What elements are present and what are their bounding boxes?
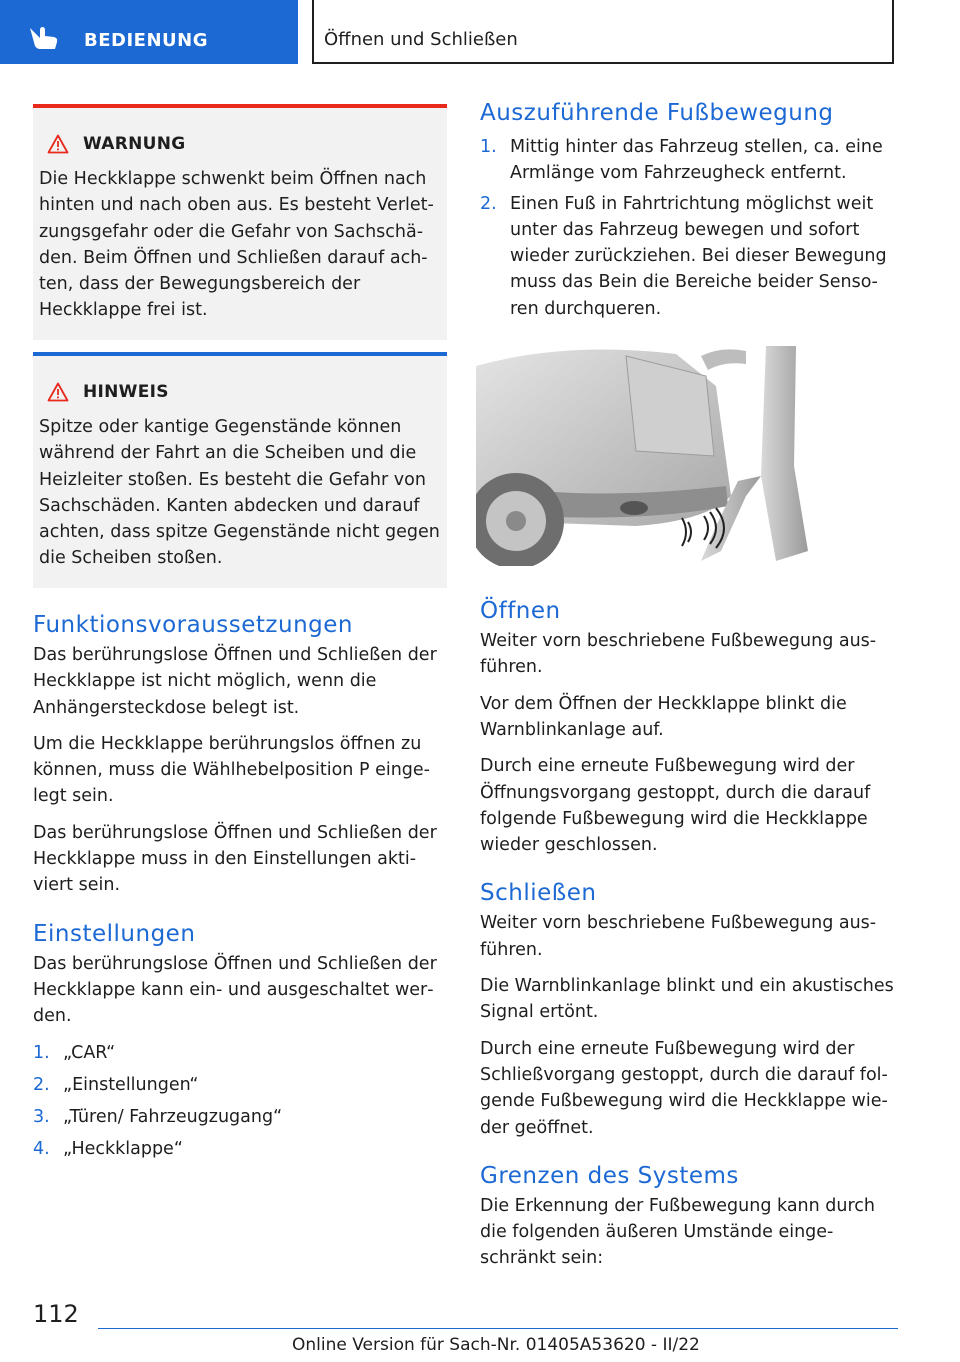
foot-steps <box>480 134 900 322</box>
right-column <box>480 100 900 1272</box>
paragraph: Durch eine erneute Fußbewegung wird der Öffnungsvorgang gestoppt, durch die darauf folgende Fußbewegung wird die Heckklappe wieder geschlossen. <box>480 756 871 856</box>
heading-oeffnen: Öffnen <box>480 598 561 625</box>
warning-box <box>33 104 447 340</box>
hand-pointer-icon <box>26 24 62 52</box>
page-number: 112 <box>33 1300 79 1328</box>
list-item: 1. Mittig hinter das Fahrzeug stellen, ca. eine Armlänge vom Fahrzeugheck entfernt. <box>480 137 883 184</box>
illustration-foot-gesture <box>476 346 810 566</box>
list-item: 2. Einen Fuß in Fahrtrichtung möglichst weit unter das Fahrzeug bewegen und sofort wieder zurückziehen. Bei dieser Bewegung muss das Bein die Bereiche beider Sensoren durchqueren. <box>480 193 887 319</box>
warning-text: Die Heckklappe schwenkt beim Öffnen nach hinten und nach oben aus. Es besteht Verletzungsgefahr oder die Gefahr von Sachschäden. Beim Öffnen und Schließen darauf achten, dass der Bewegungsbereich der Heckklappe frei ist. <box>39 169 434 321</box>
heading-einstellungen: Einstellungen <box>33 920 196 947</box>
hint-box <box>33 352 447 588</box>
list-item: 1. „CAR“ <box>33 1042 116 1063</box>
heading-grenzen: Grenzen des Systems <box>480 1162 739 1189</box>
paragraph: Weiter vorn beschriebene Fußbewegung ausführen. <box>480 631 877 678</box>
paragraph: Weiter vorn beschriebene Fußbewegung ausführen. <box>480 913 877 960</box>
hint-text: Spitze oder kantige Gegenstände können während der Fahrt an die Scheiben und die Heizleiter stoßen. Es besteht die Gefahr von Sachschäden. Kanten abdecken und darauf achten, dass spitze Gegenstände nicht gegen die Scheiben stoßen. <box>39 417 440 569</box>
list-item: 3. „Türen/ Fahrzeugzugang“ <box>33 1107 283 1128</box>
heading-schliessen: Schließen <box>480 880 597 907</box>
list-item: 4. „Heckklappe“ <box>33 1139 183 1160</box>
warning-label: WARNUNG <box>83 134 186 154</box>
section-label: BEDIENUNG <box>84 30 208 51</box>
hint-label: HINWEIS <box>83 382 169 402</box>
heading-funktionsvoraussetzungen: Funktionsvoraussetzungen <box>33 612 353 638</box>
paragraph: Die Erkennung der Fußbewegung kann durch die folgenden äußeren Umstände eingeschränkt sein: <box>480 1195 876 1269</box>
left-column <box>33 104 447 1169</box>
hint-triangle-icon <box>47 382 69 402</box>
paragraph: Die Warnblinkanlage blinkt und ein akustisches Signal ertönt. <box>480 976 894 1023</box>
warning-triangle-icon <box>47 134 69 154</box>
chapter-title-box <box>312 0 894 64</box>
heading-fussbewegung: Auszuführende Fußbewegung <box>480 100 834 126</box>
paragraph: Das berührungslose Öffnen und Schließen der Heckklappe ist nicht möglich, wenn die Anhängersteckdose belegt ist. <box>33 645 437 718</box>
paragraph: Das berührungslose Öffnen und Schließen der Heckklappe kann ein- und ausgeschaltet werden. <box>33 953 437 1027</box>
chapter-title: Öffnen und Schließen <box>324 29 518 50</box>
paragraph: Durch eine erneute Fußbewegung wird der Schließvorgang gestoppt, durch die darauf folgende Fußbewegung wird die Heckklappe wieder geöffnet. <box>480 1038 888 1138</box>
footer-text: Online Version für Sach-Nr. 01405A53620 - II/22 <box>292 1335 700 1355</box>
settings-steps <box>33 1040 447 1163</box>
section-tab <box>0 0 298 64</box>
list-item: 2. „Einstellungen“ <box>33 1074 199 1095</box>
paragraph: Um die Heckklappe berührungslos öffnen zu können, muss die Wählhebelposition P eingelegt sein. <box>33 733 430 807</box>
hint-header <box>47 382 169 402</box>
paragraph: Vor dem Öffnen der Heckklappe blinkt die Warnblinkanlage auf. <box>480 693 847 740</box>
footer-divider <box>98 1328 898 1329</box>
warning-header <box>47 134 186 154</box>
paragraph: Das berührungslose Öffnen und Schließen der Heckklappe muss in den Einstellungen aktiviert sein. <box>33 822 437 896</box>
